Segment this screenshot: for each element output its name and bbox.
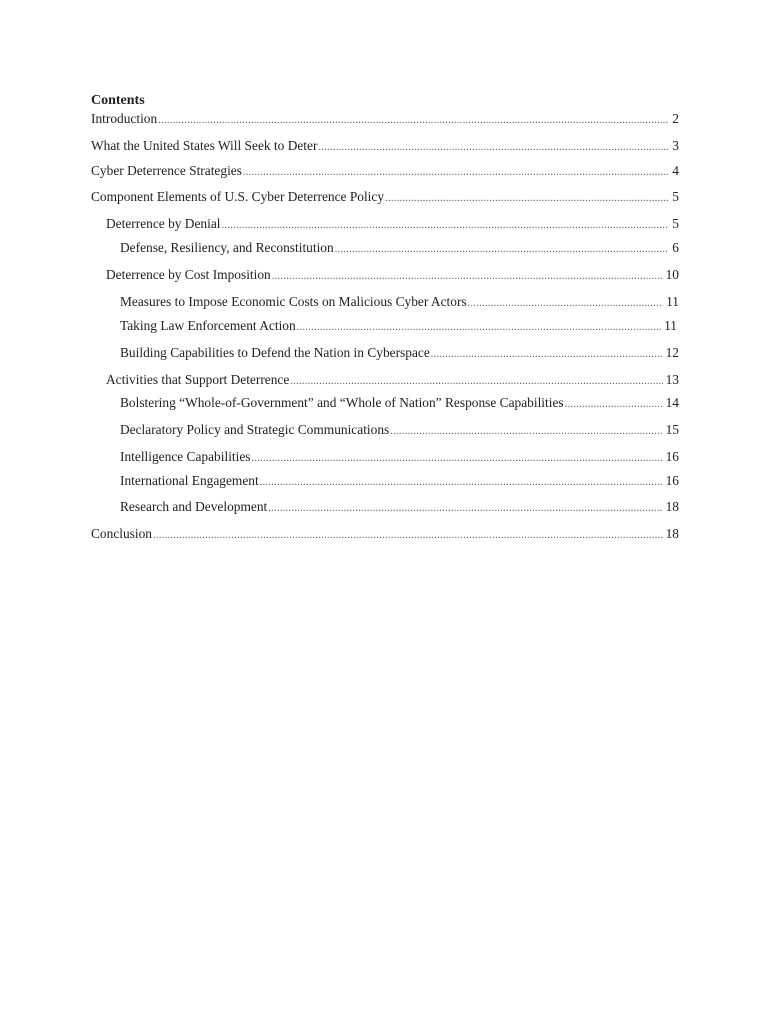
toc-entry-label: International Engagement (120, 473, 259, 488)
toc-entry-page: 10 (665, 267, 679, 282)
toc-entry-page: 18 (665, 499, 679, 514)
toc-entry-label: Declaratory Policy and Strategic Communications (120, 422, 390, 437)
dot-leader (222, 218, 670, 234)
toc-entry-page: 14 (665, 395, 679, 410)
toc-entry-page: 15 (665, 422, 679, 437)
toc-entry-page: 4 (672, 163, 679, 178)
dot-leader (272, 269, 663, 285)
toc-entry-page: 3 (672, 138, 679, 153)
dot-leader (153, 528, 663, 544)
toc-entry-page: 5 (672, 216, 679, 231)
toc-entry-page: 11 (664, 318, 677, 333)
toc-entry-research-development[interactable] (120, 499, 679, 517)
dot-leader (318, 140, 669, 156)
toc-entry-label: Building Capabilities to Defend the Nation in Cyberspace (120, 345, 430, 360)
dot-leader (335, 242, 670, 258)
dot-leader (252, 451, 663, 467)
toc-entry-label: Deterrence by Cost Imposition (106, 267, 271, 282)
toc-entry-building-capabilities[interactable] (120, 345, 679, 363)
dot-leader (468, 296, 663, 312)
toc-entry-page: 11 (666, 294, 679, 309)
dot-leader (297, 320, 661, 336)
toc-entry-what-to-deter[interactable] (91, 138, 679, 156)
toc-entry-deterrence-by-denial[interactable] (106, 216, 679, 234)
toc-entry-page: 12 (665, 345, 679, 360)
toc-entry-page: 16 (665, 449, 679, 464)
toc-entry-label: What the United States Will Seek to Deter (91, 138, 318, 153)
toc-entry-economic-costs[interactable] (120, 294, 679, 312)
toc-entry-declaratory-policy[interactable] (120, 422, 679, 440)
dot-leader (268, 501, 662, 517)
toc-entry-label: Activities that Support Deterrence (106, 372, 290, 387)
table-of-contents (91, 93, 679, 541)
toc-entry-page: 6 (672, 240, 679, 255)
dot-leader (290, 374, 662, 390)
toc-heading: Contents (91, 93, 145, 108)
toc-entry-label: Defense, Resiliency, and Reconstitution (120, 240, 334, 255)
toc-entry-defense-resiliency[interactable] (120, 240, 679, 258)
toc-entry-page: 13 (665, 372, 679, 387)
toc-entry-bolstering-response[interactable] (120, 395, 679, 413)
toc-entry-page: 16 (665, 473, 679, 488)
toc-entry-label: Component Elements of U.S. Cyber Deterrence Policy (91, 189, 385, 204)
toc-entry-supporting-activities[interactable] (106, 372, 679, 390)
toc-entry-law-enforcement[interactable] (120, 318, 677, 336)
toc-entry-page: 2 (672, 111, 679, 126)
toc-entry-conclusion[interactable] (91, 526, 679, 544)
toc-entry-label: Cyber Deterrence Strategies (91, 163, 242, 178)
toc-entry-introduction[interactable] (91, 111, 679, 129)
toc-entry-cost-imposition[interactable] (106, 267, 679, 285)
dot-leader (565, 397, 663, 413)
dot-leader (243, 165, 669, 181)
toc-entry-label: Introduction (91, 111, 158, 126)
toc-entry-label: Deterrence by Denial (106, 216, 221, 231)
toc-entry-page: 18 (665, 526, 679, 541)
dot-leader (390, 424, 662, 440)
toc-entry-label: Measures to Impose Economic Costs on Malicious Cyber Actors (120, 294, 467, 309)
dot-leader (385, 191, 669, 207)
toc-entry-label: Research and Development (120, 499, 268, 514)
dot-leader (158, 113, 669, 129)
toc-entry-label: Bolstering “Whole-of-Government” and “Whole of Nation” Response Capabilities (120, 395, 564, 410)
toc-entry-label: Taking Law Enforcement Action (120, 318, 296, 333)
dot-leader (260, 475, 663, 491)
toc-entry-intelligence[interactable] (120, 449, 679, 467)
toc-entry-component-elements[interactable] (91, 189, 679, 207)
dot-leader (431, 347, 663, 363)
toc-entry-cyber-deterrence-strategies[interactable] (91, 163, 679, 181)
toc-entry-label: Intelligence Capabilities (120, 449, 251, 464)
toc-entry-page: 5 (672, 189, 679, 204)
toc-entry-international-engagement[interactable] (120, 473, 679, 491)
toc-entry-label: Conclusion (91, 526, 153, 541)
